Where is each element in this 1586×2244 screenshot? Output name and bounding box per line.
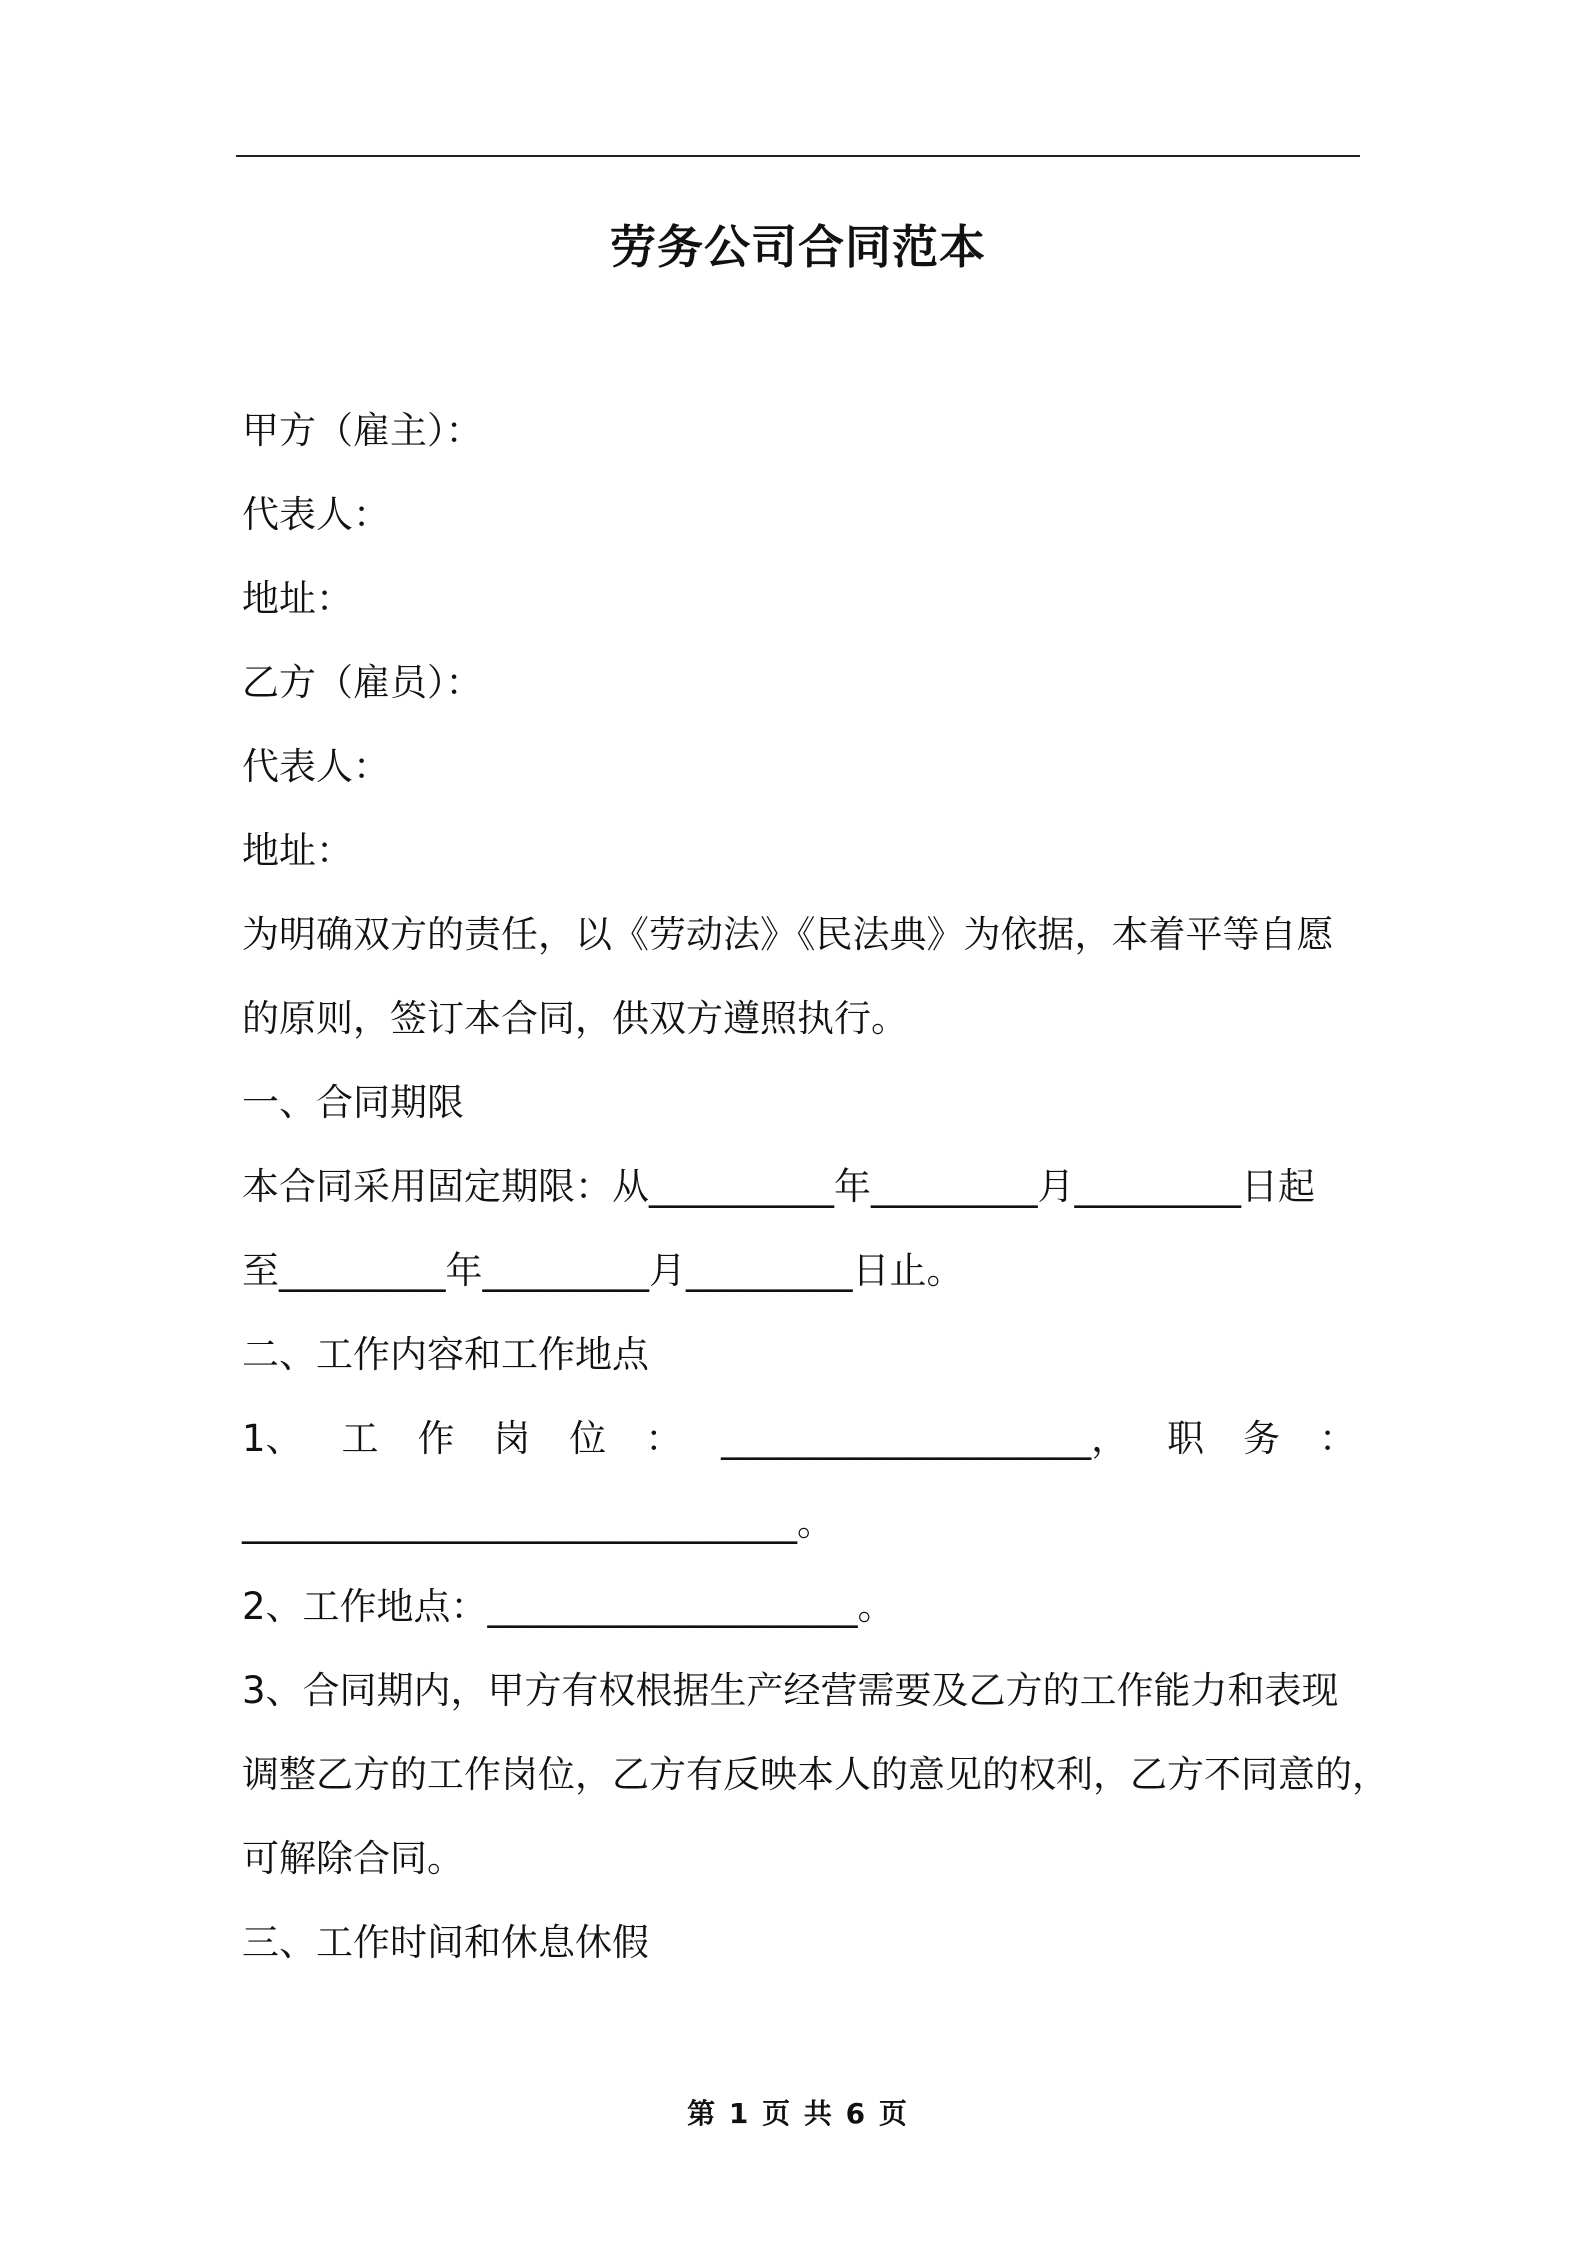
clause-3-line-2: 调整乙方的工作岗位，乙方有反映本人的意见的权利，乙方不同意的， [242, 1753, 1389, 1796]
job-duty-char: 职 [1167, 1417, 1205, 1460]
clause-3-line-3: 可解除合同。 [242, 1837, 464, 1880]
job-duty-blank-line: ______________________________。 [242, 1501, 834, 1544]
preamble-line-2: 的原则，签订本合同，供双方遵照执行。 [242, 997, 908, 1040]
job-duty-char: ： [1318, 1417, 1356, 1460]
party-b-representative-label: 代表人： [242, 745, 390, 788]
party-a-label: 甲方（雇主）： [242, 409, 483, 452]
party-b-label: 乙方（雇员）： [242, 661, 483, 704]
party-a-address-label: 地址： [242, 577, 353, 620]
job-position-char: 作 [417, 1417, 455, 1460]
section-3-heading: 三、工作时间和休息休假 [242, 1921, 649, 1964]
document-title: 劳务公司合同范本 [610, 220, 986, 274]
job-position-char: 位 [569, 1417, 607, 1460]
contract-term-line-1: 本合同采用固定期限：从__________年_________月_________日起 [242, 1165, 1315, 1208]
contract-term-line-2: 至_________年_________月_________日止。 [242, 1249, 964, 1292]
job-position-char: 工 [341, 1417, 379, 1460]
preamble-line-1: 为明确双方的责任，以《劳动法》《民法典》为依据，本着平等自愿 [242, 913, 1334, 956]
section-1-heading: 一、合同期限 [242, 1081, 464, 1124]
job-position-char: 岗 [493, 1417, 531, 1460]
clause-3-line-1: 3、合同期内，甲方有权根据生产经营需要及乙方的工作能力和表现 [242, 1669, 1339, 1712]
party-b-address-label: 地址： [242, 829, 353, 872]
header-rule [236, 155, 1360, 157]
party-a-representative-label: 代表人： [242, 493, 390, 536]
job-position-line [242, 1411, 1356, 1467]
section-2-heading: 二、工作内容和工作地点 [242, 1333, 649, 1376]
job-position-blank: ____________________， [721, 1417, 1129, 1460]
job-item-number: 1、 [242, 1417, 303, 1460]
page-footer: 第 1 页 共 6 页 [687, 2097, 909, 2130]
job-position-char: ： [645, 1417, 683, 1460]
job-duty-char: 务 [1243, 1417, 1281, 1460]
work-location-line: 2、工作地点：____________________。 [242, 1585, 895, 1628]
